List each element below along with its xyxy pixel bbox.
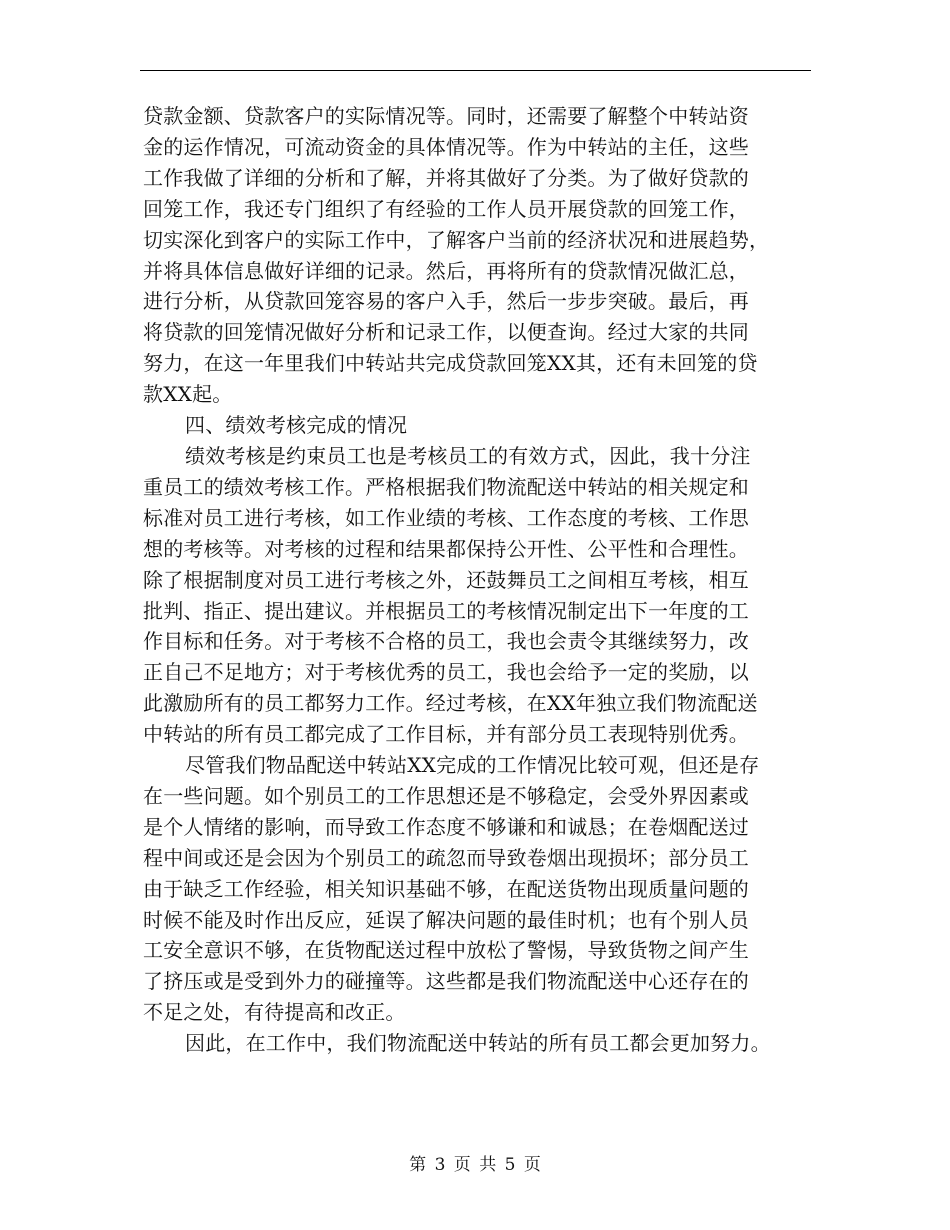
text-line: 正自己不足地方；对于考核优秀的员工，我也会给予一定的奖励，以 (143, 660, 749, 685)
text-line: 了挤压或是受到外力的碰撞等。这些都是我们物流配送中心还存在的 (143, 969, 749, 994)
text-line: 此激励所有的员工都努力工作。经过考核，在XX年独立我们物流配送 (143, 691, 758, 716)
text-line: 绩效考核是约束员工也是考核员工的有效方式，因此，我十分注 (185, 443, 751, 468)
text-line: 回笼工作，我还专门组织了有经验的工作人员开展贷款的回笼工作， (143, 196, 749, 221)
text-line: 在一些问题。如个别员工的工作思想还是不够稳定，会受外界因素或 (143, 783, 749, 808)
text-line: 工安全意识不够，在货物配送过程中放松了警惕，导致货物之间产生 (143, 938, 749, 963)
text-line: 由于缺乏工作经验，相关知识基础不够，在配送货物出现质量问题的 (143, 876, 749, 901)
text-line: 重员工的绩效考核工作。严格根据我们物流配送中转站的相关规定和 (143, 474, 749, 499)
text-line: 不足之处，有待提高和改正。 (143, 1000, 406, 1025)
text-line: 因此，在工作中，我们物流配送中转站的所有员工都会更加努力。 (185, 1031, 771, 1056)
text-line: 努力，在这一年里我们中转站共完成贷款回笼XX其，还有未回笼的贷 (143, 351, 758, 376)
text-line: 四、绩效考核完成的情况 (185, 413, 408, 438)
text-line: 时候不能及时作出反应，延误了解决问题的最佳时机；也有个别人员 (143, 907, 749, 932)
text-line: 标准对员工进行考核，如工作业绩的考核、工作态度的考核、工作思 (143, 505, 749, 530)
text-line: 将贷款的回笼情况做好分析和记录工作，以便查询。经过大家的共同 (143, 320, 749, 345)
text-line: 想的考核等。对考核的过程和结果都保持公开性、公平性和合理性。 (143, 536, 749, 561)
text-line: 切实深化到客户的实际工作中，了解客户当前的经济状况和进展趋势， (143, 227, 770, 252)
text-line: 作目标和任务。对于考核不合格的员工，我也会责令其继续努力，改 (143, 629, 749, 654)
text-line: 贷款金额、贷款客户的实际情况等。同时，还需要了解整个中转站资 (143, 104, 749, 128)
text-line: 是个人情绪的影响，而导致工作态度不够谦和和诚恳；在卷烟配送过 (143, 814, 749, 839)
text-line: 工作我做了详细的分析和了解，并将其做好了分类。为了做好贷款的 (143, 165, 749, 190)
text-line: 尽管我们物品配送中转站XX完成的工作情况比较可观，但还是存 (185, 753, 760, 778)
text-line: 程中间或还是会因为个别员工的疏忽而导致卷烟出现损坏；部分员工 (143, 845, 749, 870)
text-line: 金的运作情况，可流动资金的具体情况等。作为中转站的主任，这些 (143, 134, 749, 159)
text-line: 进行分析，从贷款回笼容易的客户入手，然后一步步突破。最后，再 (143, 289, 749, 314)
text-line: 款XX起。 (143, 382, 233, 407)
text-line: 除了根据制度对员工进行考核之外，还鼓舞员工之间相互考核，相互 (143, 567, 749, 592)
page-footer: 第 3 页 共 5 页 (409, 1155, 541, 1175)
text-line: 批判、指正、提出建议。并根据员工的考核情况制定出下一年度的工 (143, 598, 749, 623)
text-line: 并将具体信息做好详细的记录。然后，再将所有的贷款情况做汇总， (143, 258, 749, 283)
header-rule (140, 70, 811, 71)
text-line: 中转站的所有员工都完成了工作目标，并有部分员工表现特别优秀。 (143, 722, 749, 747)
document-body (143, 101, 811, 1059)
